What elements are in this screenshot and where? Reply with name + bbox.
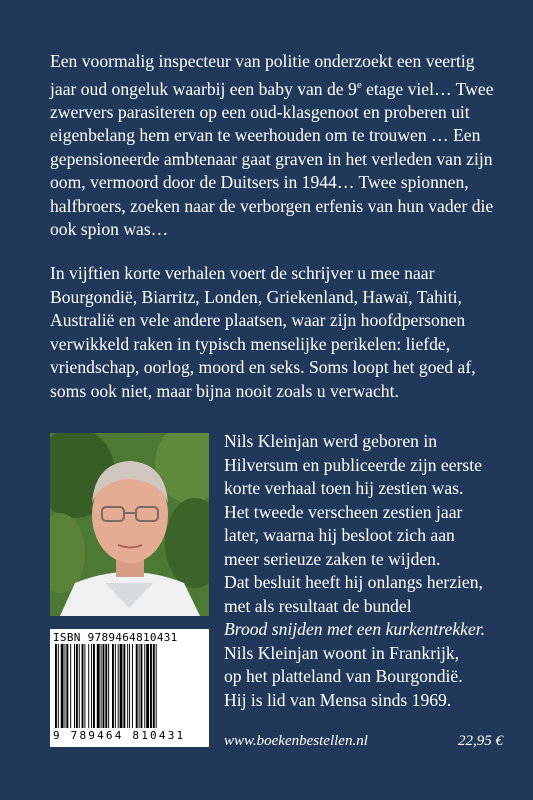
barcode-bar (115, 644, 116, 728)
barcode-bar (88, 644, 89, 728)
barcode-bar (91, 644, 92, 728)
barcode-bar (120, 644, 123, 728)
blurb-paragraph-2: In vijftien korte verhalen voert de schrijver u mee naar Bourgondië, Biarritz, Londen, Griekenland, Hawaï, Tahiti, Australië en vele andere plaatsen, waar zijn hoofdpersonen verwikkeld raken in typisch menselijke perikelen: liefde, vriendschap, oorlog, moord en seks. Soms loopt het goed af, soms ook niet, maar bijna nooit zoals u verwacht. (50, 263, 476, 401)
barcode-bar (105, 644, 107, 728)
barcode-bar (82, 644, 84, 728)
blurb-p1-a: Een voormalig inspecteur van politie onderzoekt een veertig jaar oud ongeluk waarbij een baby van de 9 (50, 51, 475, 99)
author-photo (50, 433, 209, 616)
barcode-bar (108, 644, 109, 728)
publisher-url: www.boekenbestellen.nl (224, 733, 368, 749)
bio-line: meer serieuze zaken te wijden. (224, 548, 441, 569)
barcode-bar (93, 644, 95, 728)
barcode-bar (129, 644, 130, 728)
barcode-bar (66, 644, 68, 728)
barcode-bar (127, 644, 128, 728)
barcode-bar (139, 644, 140, 728)
barcode-bar (153, 644, 155, 728)
isbn-barcode (50, 629, 209, 747)
author-portrait-image (50, 433, 209, 616)
barcode-bars (54, 644, 205, 728)
book-title: Brood snijden met een kurkentrekker. (224, 619, 486, 639)
blurb-p1-sup: e (356, 78, 362, 91)
barcode-bar (112, 644, 114, 728)
bio-line: Nils Kleinjan werd geboren in (224, 431, 438, 451)
bio-line: op het platteland van Bourgondië. (224, 666, 463, 686)
author-bio (224, 430, 524, 712)
barcode-bar (146, 644, 149, 728)
barcode-bar (101, 644, 102, 728)
blurb-p1-b: etage viel… Twee zwervers parasiteren op een oud-klasgenoot en proberen uit eigenbelang hem ervan te weerhouden om te trouwen … Een gepensioneerde ambtenaar gaat graven in het verleden van zijn oom, vermoord door de Duitsers in 1944… Twee spionnen, halfbroers, zoeken naar de verborgen erfenis van hun vader die ook spion was… (50, 78, 494, 240)
barcode-bar (65, 644, 66, 728)
barcode-bar (144, 644, 145, 728)
bio-line: Hilversum en publiceerde zijn eerste (224, 454, 482, 475)
barcode-bar (141, 644, 143, 728)
barcode-bar (61, 644, 64, 728)
barcode-bar (55, 644, 57, 728)
barcode-bar (136, 644, 138, 728)
barcode-bar (156, 644, 157, 728)
barcode-bar (70, 644, 71, 728)
bio-line: Het tweede verscheen zestien jaar (224, 501, 463, 522)
isbn-label: ISBN 9789464810431 (53, 631, 178, 644)
barcode-bar (76, 644, 78, 728)
bio-line: Nils Kleinjan woont in Frankrijk, (224, 642, 460, 663)
bio-line: Dat besluit heeft hij onlangs herzien, (224, 572, 483, 592)
bio-line: Hij is lid van Mensa sinds 1969. (224, 689, 452, 710)
barcode-bar (103, 644, 105, 728)
barcode-bar (150, 644, 152, 728)
price: 22,95 € (458, 733, 503, 749)
blurb-paragraph-1 (50, 50, 500, 242)
barcode-bar (123, 644, 125, 728)
barcode-bar (118, 644, 119, 728)
barcode-bar (79, 644, 80, 728)
barcode-bar (74, 644, 75, 728)
barcode-bar (84, 644, 85, 728)
barcode-bar (132, 644, 133, 728)
bio-line: met als resultaat de bundel (224, 595, 412, 616)
bio-line: later, waarna hij besloot zich aan (224, 525, 455, 545)
bio-line: korte verhaal toen hij zestien was. (224, 478, 464, 498)
barcode-digits: 9 789464 810431 (53, 729, 186, 742)
barcode-bar (58, 644, 59, 728)
barcode-bar (97, 644, 100, 728)
